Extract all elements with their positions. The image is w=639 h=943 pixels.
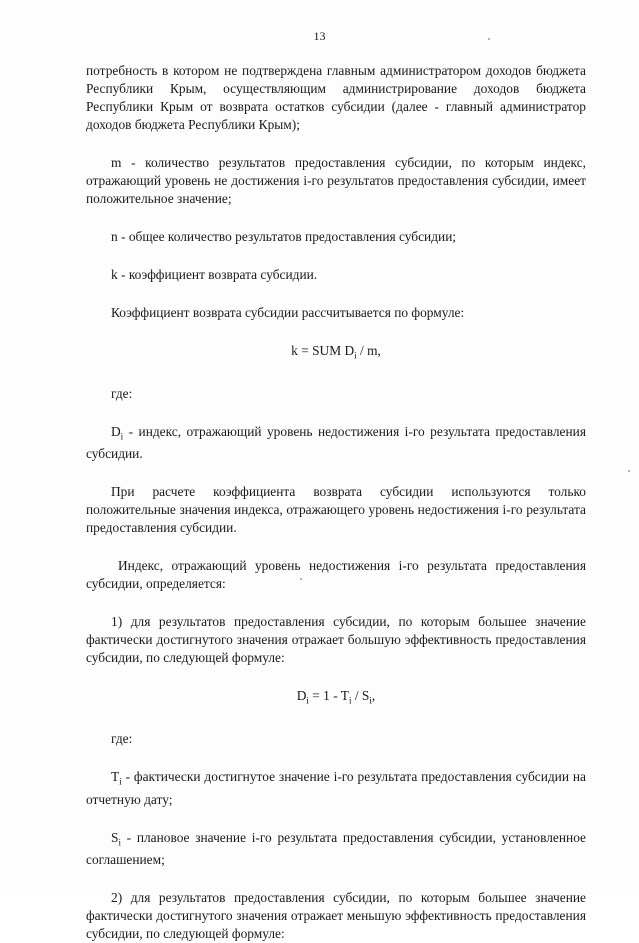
formula-di-c-sub: i [369,696,372,707]
formula-di-c: / S [351,688,370,704]
paragraph-m-definition: m - количество результатов предоставления субсидии, по которым индекс, отражающий уровень не достижения i-го результатов предоставления субсидии, имеет положительное значение; [86,155,586,206]
symbol-ti-subscript: i [119,776,122,787]
paragraph-k-definition: k - коэффициент возврата субсидии. [111,267,318,282]
symbol-ti-letter: T [111,769,120,785]
where-label-1: где: [111,385,133,401]
symbol-di-letter: D [111,423,121,439]
paragraph-di-definition [86,423,586,464]
symbol-di-subscript: i [120,431,124,442]
formula-di-b-sub: i [348,696,352,707]
paragraph-index-defined: Индекс, отражающий уровень недостижения i-го результата предоставления субсидии, определяется: [86,558,586,592]
scan-speck [628,470,630,472]
paragraph-case-1: 1) для результатов предоставления субсидии, по которым большее значение фактически достигнутого значения отражает большую эффективность предоставления субсидии, по следующей формуле: [86,614,586,666]
formula-k-subscript: i [354,350,357,361]
paragraph-si-text: - плановое значение i-го результата предоставления субсидии, установленное соглашением; [86,829,586,868]
scan-speck [488,38,490,40]
paragraph-formula-intro: Коэффициент возврата субсидии рассчитывается по формуле: [111,305,465,320]
formula-di-b: = 1 - T [308,688,349,704]
formula-k-left: k = SUM D [291,343,355,358]
paragraph-di-text: - индекс, отражающий уровень недостижения i-го результата предоставления субсидии. [86,423,586,462]
formula-k [86,342,586,365]
symbol-si-letter: S [111,829,119,845]
formula-di-a-sub: i [306,696,309,707]
page-number: 13 [313,29,326,43]
symbol-ti [111,769,122,787]
formula-di-d: , [371,688,376,704]
paragraph-n-definition: n - общее количество результатов предоставления субсидии; [111,229,457,244]
paragraph-ti-text: - фактически достигнутое значение i-го результата предоставления субсидии на отчетную дату; [86,769,586,807]
paragraph-ti-definition [86,768,586,809]
symbol-si-subscript: i [118,837,121,848]
paragraph-si-definition [86,829,586,870]
formula-di [86,687,586,710]
paragraph-case-2: 2) для результатов предоставления субсидии, по которым большее значение фактически достигнутого значения отражает меньшую эффективность предоставления субсидии, по следующей формуле: [86,890,586,942]
formula-k-right: / m, [356,343,381,358]
scan-speck [300,578,302,580]
paragraph-continuation: потребность в котором не подтверждена главным администратором доходов бюджета Республики Крым, осуществляющим администрирование доходов бюджета Республики Крым от возврата остатков субсидии (далее - главный администратор доходов бюджета Республики Крым); [86,63,586,132]
symbol-di [111,423,124,442]
formula-di-a: D [296,688,307,704]
document-body [86,62,586,943]
paragraph-positive-values: При расчете коэффициента возврата субсидии используются только положительные значения индекса, отражающего уровень недостижения i-го результата предоставления субсидии. [86,484,586,536]
where-label-2: где: [111,731,133,747]
symbol-si [111,829,121,848]
